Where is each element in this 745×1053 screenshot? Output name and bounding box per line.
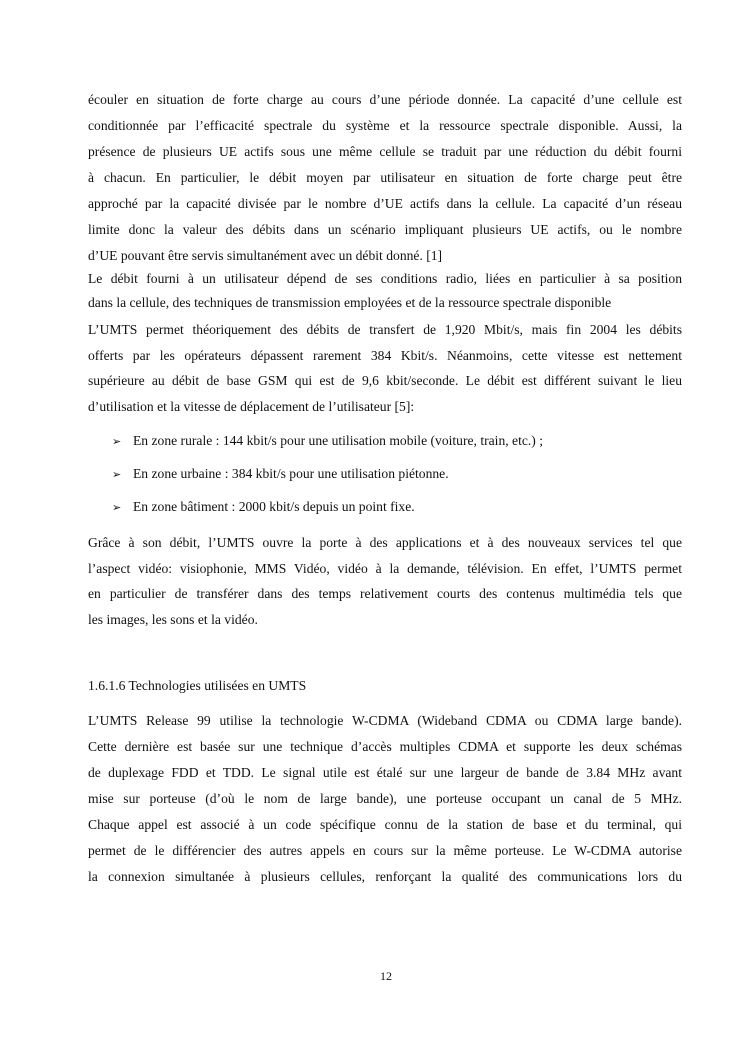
- text-line: dans la cellule, des techniques de transmission employées et de la ressource spectrale disponible: [88, 295, 612, 310]
- text-line: l’aspect vidéo: visiophonie, MMS Vidéo, vidéo à la demande, télévision. En effet, l’UMTS permet: [88, 560, 682, 576]
- text-line: limite donc la valeur des débits dans un scénario impliquant plusieurs UE actifs, ou le nombre: [88, 222, 682, 237]
- list-item: [112, 494, 543, 527]
- bullet-list-zones: [112, 428, 543, 527]
- text-line: permet de le différencier des autres appels en cours sur la même porteuse. Le W-CDMA autorise: [88, 843, 682, 858]
- text-line: à chacun. En particulier, le débit moyen par utilisateur en situation de forte charge peut être: [88, 170, 682, 185]
- page-number: 12: [380, 969, 392, 983]
- paragraph-services: [88, 530, 682, 633]
- text-line: la connexion simultanée à plusieurs cellules, renforçant la qualité des communications lors du: [88, 869, 682, 884]
- text-line: présence de plusieurs UE actifs sous une même cellule se traduit par une réduction du débit fourni: [88, 144, 682, 159]
- list-item-text: En zone bâtiment : 2000 kbit/s depuis un point fixe.: [133, 499, 415, 514]
- text-line: offerts par les opérateurs dépassent rarement 384 Kbit/s. Néanmoins, cette vitesse est nettement: [88, 347, 682, 363]
- text-line: d’UE pouvant être servis simultanément avec un débit donné. [1]: [88, 248, 443, 263]
- paragraph-radio-conditions: [88, 267, 682, 315]
- list-item: [112, 428, 543, 461]
- text-line: conditionnée par l’efficacité spectrale du système et la ressource spectrale disponible. Aussi, la: [88, 118, 682, 133]
- text-line: L’UMTS permet théoriquement des débits de transfert de 1,920 Mbit/s, mais fin 2004 les débits: [88, 322, 682, 337]
- text-line: de duplexage FDD et TDD. Le signal utile est étalé sur une largeur de bande de 3.84 MHz avant: [88, 765, 682, 780]
- list-item: [112, 461, 543, 494]
- paragraph-throughput-capacity: [88, 87, 682, 269]
- list-item-text: En zone rurale : 144 kbit/s pour une utilisation mobile (voiture, train, etc.) ;: [133, 433, 543, 448]
- arrow-bullet-icon: ➢: [112, 501, 122, 514]
- arrow-bullet-icon: ➢: [112, 468, 122, 481]
- text-line: les images, les sons et la vidéo.: [88, 612, 258, 628]
- text-line: L’UMTS Release 99 utilise la technologie W-CDMA (Wideband CDMA ou CDMA large bande).: [88, 713, 682, 728]
- text-line: écouler en situation de forte charge au cours d’une période donnée. La capacité d’une cellule est: [88, 92, 682, 107]
- text-line: Grâce à son débit, l’UMTS ouvre la porte à des applications et à des nouveaux services tel que: [88, 535, 682, 550]
- text-line: Chaque appel est associé à un code spécifique connu de la station de base et du terminal, qui: [88, 817, 682, 832]
- text-line: d’utilisation et la vitesse de déplacement de l’utilisateur [5]:: [88, 399, 415, 415]
- paragraph-wcdma: [88, 708, 682, 890]
- text-line: mise sur porteuse (d’où le nom de large bande), une porteuse occupant un canal de 5 MHz.: [88, 791, 682, 806]
- section-heading: 1.6.1.6 Technologies utilisées en UMTS: [88, 678, 307, 693]
- arrow-bullet-icon: ➢: [112, 435, 122, 448]
- text-line: Le débit fourni à un utilisateur dépend de ses conditions radio, liées en particulier à sa position: [88, 271, 682, 286]
- text-line: en particulier de transférer dans des temps relativement courts des contenus multimédia tels que: [88, 586, 682, 602]
- paragraph-umts-rates: [88, 317, 682, 420]
- list-item-text: En zone urbaine : 384 kbit/s pour une utilisation piétonne.: [133, 466, 449, 481]
- text-line: approché par la capacité divisée par le nombre d’UE actifs dans la cellule. La capacité d’un réseau: [88, 196, 682, 211]
- text-line: supérieure au débit de base GSM qui est de 9,6 kbit/seconde. Le débit est différent suivant le lieu: [88, 373, 682, 389]
- text-line: Cette dernière est basée sur une technique d’accès multiples CDMA et supporte les deux schémas: [88, 739, 682, 754]
